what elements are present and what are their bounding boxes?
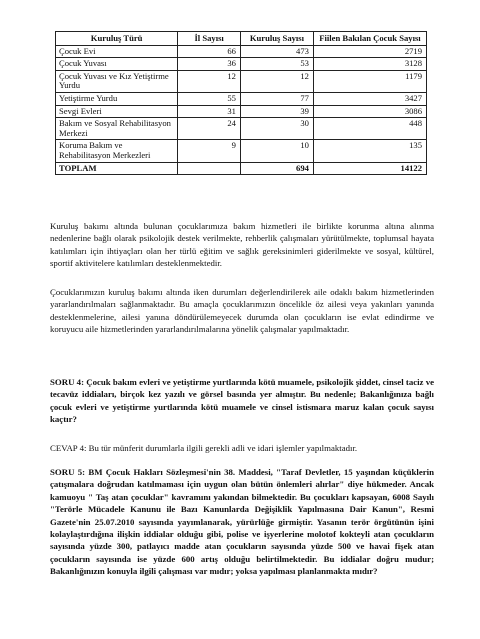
question-5: SORU 5: BM Çocuk Hakları Sözleşmesi'nin 38. Maddesi, "Taraf Devletler, 15 yaşından küçüklerin çatışmalara doğrudan katılmaması için uygun olan bütün önlemleri alırlar" diye hükmeder. Ancak kamuoyu " Taş atan çocuklar" kavramını yakından bilmektedir. Bu çocukları kapsayan, 6008 Sayılı "Terörle Mücadele Kanunu ile Bazı Kanunlarda Değişiklik Yapılmasına Dair Kanun", Resmi Gazete'nin 25.07.2010 sayısında yayımlanarak, yürürlüğe girmiştir. Yasanın terör örgütünün işini kolaylaştırdığına ilişkin iddialar olduğu gibi, polise ve işyerlerine molotof kokteyli atan çocukların sayısında yüzde 300, patlayıcı madde atan çocukların sayısında yüzde 500 ve havai fişek atan çocukların sayısında ise yüzde 600 artış olduğu belirtilmektedir. Bu iddialar doğru mudur; Bakanlığınızın konuyla ilgili çalışması var mıdır; yoksa yapılması planlanmakta mıdır? bbox=[50, 467, 434, 577]
cell-type: Bakım ve Sosyal Rehabilitasyon Merkezi bbox=[56, 118, 178, 140]
total-institutions: 694 bbox=[240, 162, 313, 175]
cell-type: Çocuk Yuvası bbox=[56, 58, 178, 71]
table-row bbox=[56, 140, 427, 162]
answer-4: CEVAP 4: Bu tür münferit durumlarla ilgili gerekli adli ve idari işlemler yapılmaktadır. bbox=[50, 443, 358, 453]
cell-provinces: 36 bbox=[178, 58, 241, 71]
header-province-count: İl Sayısı bbox=[178, 32, 241, 46]
cell-children: 3128 bbox=[313, 58, 426, 71]
header-children-count: Fiilen Bakılan Çocuk Sayısı bbox=[313, 32, 426, 46]
table-row bbox=[56, 92, 427, 105]
cell-children: 448 bbox=[313, 118, 426, 140]
total-children: 14122 bbox=[313, 162, 426, 175]
cell-provinces: 31 bbox=[178, 105, 241, 118]
cell-provinces: 24 bbox=[178, 118, 241, 140]
cell-provinces: 12 bbox=[178, 70, 241, 92]
cell-institutions: 473 bbox=[240, 45, 313, 58]
cell-institutions: 30 bbox=[240, 118, 313, 140]
cell-institutions: 12 bbox=[240, 70, 313, 92]
cell-children: 3427 bbox=[313, 92, 426, 105]
cell-type: Yetiştirme Yurdu bbox=[56, 92, 178, 105]
cell-type: Çocuk Evi bbox=[56, 45, 178, 58]
cell-institutions: 10 bbox=[240, 140, 313, 162]
header-institution-type: Kuruluş Türü bbox=[56, 32, 178, 46]
table-row bbox=[56, 58, 427, 71]
institution-table bbox=[55, 31, 427, 175]
cell-institutions: 39 bbox=[240, 105, 313, 118]
paragraph-care-services: Kuruluş bakımı altında bulunan çocuklarımıza bakım hizmetleri ile birlikte korunma altına alınma nedenlerine bağlı olarak psikolojik destek verilmekte, rehberlik çalışmaları yürütülmekte, toplumsal hayata katılımları için ihtiyaçları olan her türlü eğitim ve sağlık gereksinimleri giderilmekte ve sosyal, kültürel, sportif aktivitelere katılımları desteklenmektedir. bbox=[50, 221, 434, 269]
cell-type: Sevgi Evleri bbox=[56, 105, 178, 118]
cell-children: 3086 bbox=[313, 105, 426, 118]
cell-institutions: 77 bbox=[240, 92, 313, 105]
total-label: TOPLAM bbox=[56, 162, 178, 175]
table-row bbox=[56, 118, 427, 140]
cell-children: 135 bbox=[313, 140, 426, 162]
cell-provinces: 55 bbox=[178, 92, 241, 105]
total-provinces bbox=[178, 162, 241, 175]
table-header-row bbox=[56, 32, 427, 46]
cell-provinces: 9 bbox=[178, 140, 241, 162]
table-row bbox=[56, 105, 427, 118]
cell-type: Koruma Bakım ve Rehabilitasyon Merkezleri bbox=[56, 140, 178, 162]
cell-institutions: 53 bbox=[240, 58, 313, 71]
table-row bbox=[56, 70, 427, 92]
table-total-row bbox=[56, 162, 427, 175]
question-4: SORU 4: Çocuk bakım evleri ve yetiştirme yurtlarında kötü muamele, psikolojik şiddet, cinsel taciz ve tecavüz iddiaları, birçok kez yazılı ve görsel basında yer almıştır. Bu nedenle; Bakanlığınıza bağlı çocuk evleri ve yetiştirme yurtlarında kötü muamele ve cinsel istismara maruz kalan çocuk sayısı kaçtır? bbox=[50, 377, 434, 425]
cell-type: Çocuk Yuvası ve Kız Yetiştirme Yurdu bbox=[56, 70, 178, 92]
cell-children: 2719 bbox=[313, 45, 426, 58]
header-institution-count: Kuruluş Sayısı bbox=[240, 32, 313, 46]
cell-children: 1179 bbox=[313, 70, 426, 92]
cell-provinces: 66 bbox=[178, 45, 241, 58]
paragraph-family-care: Çocuklarımızın kuruluş bakımı altında iken durumları değerlendirilerek aile odaklı bakım hizmetlerinden yararlandırılmaları sağlanmaktadır. Bu amaçla çocuklarımızın öncelikle öz ailesi veya yakınları yanında desteklenmelerine, ailesi yanına döndürülemeyecek durumda olan çocukların ise evlat edindirme ve koruyucu aile hizmetlerinden yararlandırılmalarına yönelik çalışmalar yapılmaktadır. bbox=[50, 287, 434, 335]
table-row bbox=[56, 45, 427, 58]
